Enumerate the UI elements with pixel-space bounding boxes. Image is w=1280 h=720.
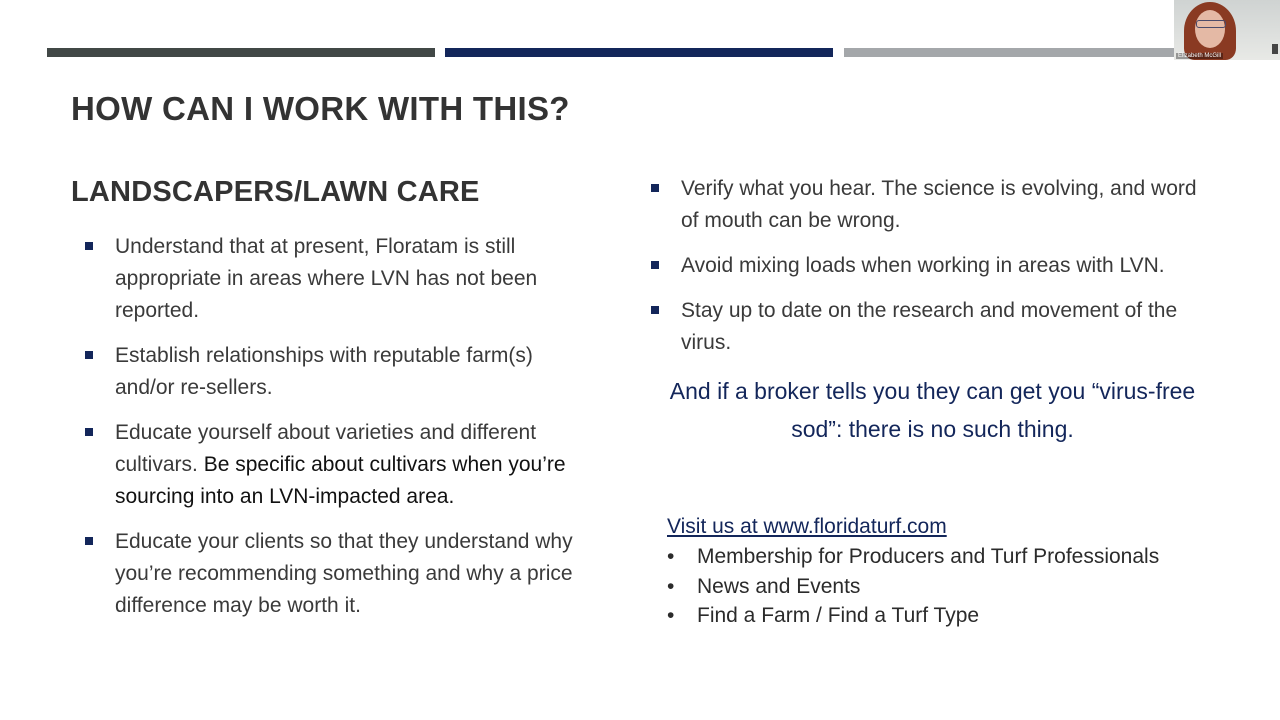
- participant-video-thumbnail[interactable]: [1174, 0, 1280, 60]
- square-bullet-icon: [651, 184, 659, 192]
- list-item: Verify what you hear. The science is evolving, and word of mouth can be wrong.: [651, 173, 1211, 237]
- participant-name: Elizabeth McGill: [1178, 53, 1222, 59]
- top-bar-dark: [47, 48, 435, 57]
- bullet-dot-icon: •: [667, 574, 675, 598]
- top-bar-navy: [445, 48, 833, 57]
- emphasis-text: Be specific about cultivars when you’re sourcing into an LVN-impacted area.: [115, 453, 566, 508]
- video-options-icon[interactable]: [1272, 44, 1278, 54]
- square-bullet-icon: [85, 428, 93, 436]
- square-bullet-icon: [651, 261, 659, 269]
- list-item: Understand that at present, Floratam is still appropriate in areas where LVN has not been reported.: [85, 231, 585, 327]
- list-item: • Membership for Producers and Turf Professionals: [667, 542, 1159, 572]
- bullet-dot-icon: •: [667, 545, 675, 568]
- top-bar-gray: [844, 48, 1174, 57]
- list-item: Avoid mixing loads when working in areas with LVN.: [651, 250, 1211, 282]
- bullet-dot-icon: •: [667, 604, 675, 627]
- website-sections-list: [667, 542, 1159, 631]
- square-bullet-icon: [85, 537, 93, 545]
- participant-glasses: [1196, 20, 1226, 28]
- website-link[interactable]: Visit us at www.floridaturf.com: [667, 515, 947, 538]
- participant-face: [1195, 10, 1225, 48]
- slide-subtitle: LANDSCAPERS/LAWN CARE: [71, 176, 480, 208]
- right-bullet-list: [651, 173, 1211, 372]
- square-bullet-icon: [85, 351, 93, 359]
- slide-title: HOW CAN I WORK WITH THIS?: [71, 90, 570, 127]
- list-item: • News and Events: [667, 572, 1159, 602]
- square-bullet-icon: [651, 306, 659, 314]
- list-item: Establish relationships with reputable farm(s) and/or re-sellers.: [85, 340, 585, 404]
- callout-text: And if a broker tells you they can get you “virus-free sod”: there is no such thing.: [669, 378, 1196, 442]
- list-item: Educate your clients so that they understand why you’re recommending something and why a price difference may be worth it.: [85, 526, 585, 622]
- left-bullet-list: [85, 231, 585, 635]
- list-item: Stay up to date on the research and movement of the virus.: [651, 295, 1211, 359]
- square-bullet-icon: [85, 242, 93, 250]
- list-item: • Find a Farm / Find a Turf Type: [667, 601, 1159, 631]
- list-item: Educate yourself about varieties and different cultivars. Be specific about cultivars when you’re sourcing into an LVN-impacted area.: [85, 417, 585, 513]
